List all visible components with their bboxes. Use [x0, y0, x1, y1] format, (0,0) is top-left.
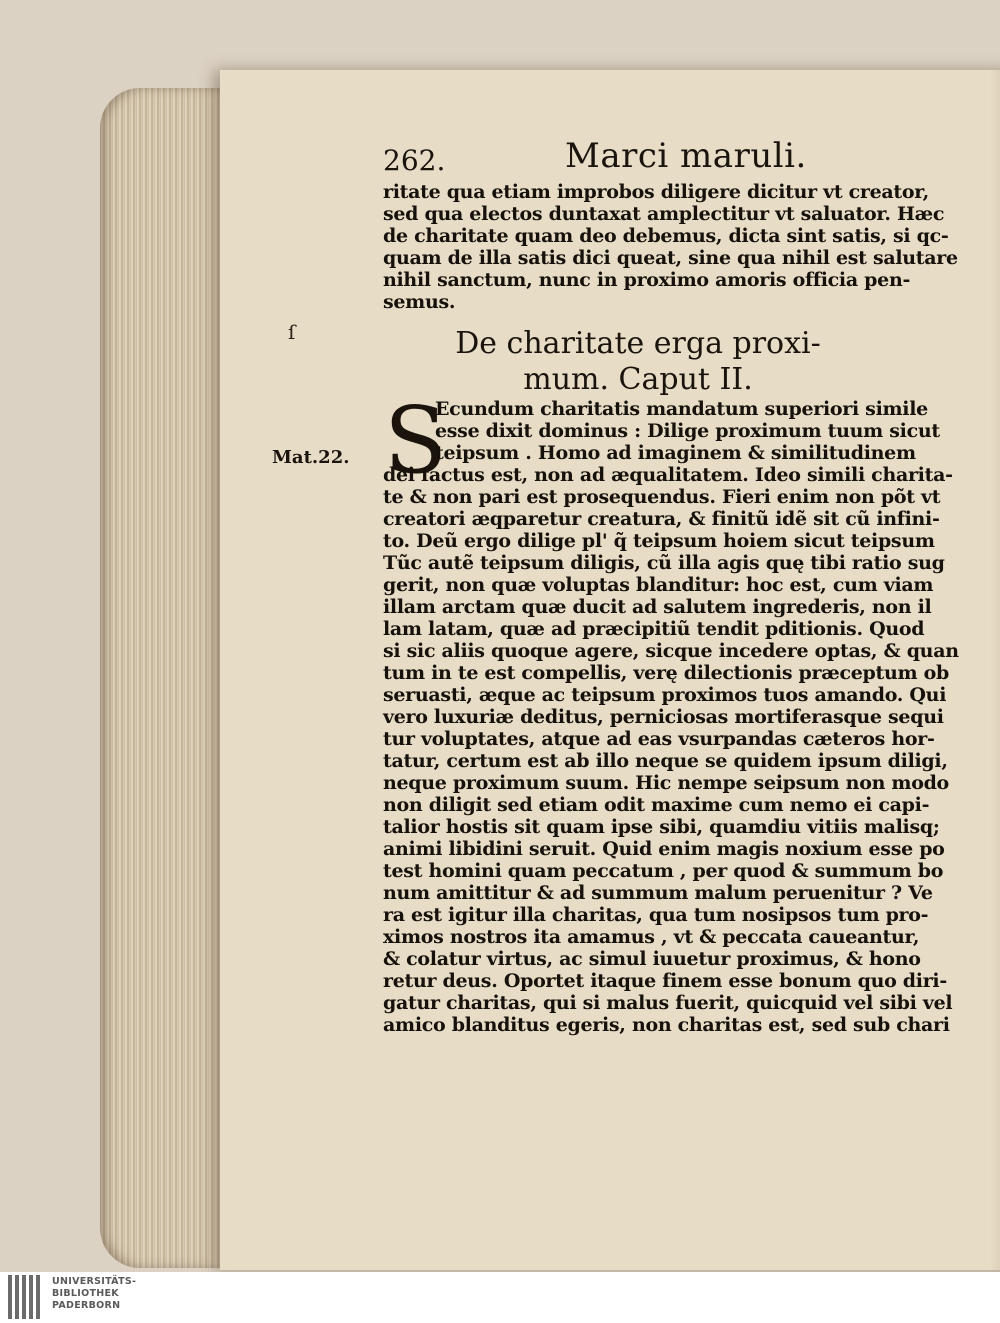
library-logo-icon [8, 1275, 43, 1319]
text-line: tatur, certum est ab illo neque se quidem ipsum diligi, [383, 750, 948, 772]
page-fore-edges [100, 88, 240, 1268]
marginal-mark-icon: ſ [288, 320, 296, 344]
running-title: Marci maruli. [565, 136, 807, 176]
logo-line: PADERBORN [52, 1300, 121, 1311]
text-line: seruasti, æque ac teipsum proximos tuos amando. Qui [383, 684, 947, 706]
drop-cap: S [384, 387, 448, 494]
text-line: dei factus est, non ad æqualitatem. Ideo simili charita- [383, 464, 953, 486]
text-line: creatori æqparetur creatura, & finitũ idẽ sit cũ infini- [383, 508, 940, 530]
text-line: Ecundum charitatis mandatum superiori simile [435, 398, 928, 420]
page-number: 262. [383, 144, 446, 177]
marginal-note: Mat.22. [272, 447, 350, 468]
text-line: num amittitur & ad summum malum peruenitur ? Ve [383, 882, 933, 904]
text-line: vero luxuriæ deditus, perniciosas mortiferasque sequi [383, 706, 944, 728]
text-line: quam de illa satis dici queat, sine qua nihil est salutare [383, 247, 958, 269]
page-gutter-shadow [990, 70, 1000, 1270]
text-line: nihil sanctum, nunc in proximo amoris officia pen- [383, 269, 911, 291]
text-line: teipsum . Homo ad imaginem & similitudinem [435, 442, 916, 464]
text-line: esse dixit dominus : Dilige proximum tuum sicut [435, 420, 940, 442]
text-line: Tũc autẽ teipsum diligis, cũ illa agis quę tibi ratio sug [383, 552, 945, 574]
library-footer [0, 1272, 1000, 1322]
text-line: de charitate quam deo debemus, dicta sint satis, si qc- [383, 225, 949, 247]
text-line: tum in te est compellis, verę dilectionis præceptum ob [383, 662, 949, 684]
text-line: test homini quam peccatum , per quod & summum bo [383, 860, 944, 882]
text-line: illam arctam quæ ducit ad salutem ingrederis, non il [383, 596, 932, 618]
text-line: gatur charitas, qui si malus fuerit, quicquid vel sibi vel [383, 992, 953, 1014]
chapter-heading-line: De charitate erga proxi- [455, 326, 821, 361]
text-top [383, 181, 958, 313]
text-line: animi libidini seruit. Quid enim magis noxium esse po [383, 838, 945, 860]
logo-line: UNIVERSITÄTS- [52, 1276, 137, 1287]
text-line: sed qua electos duntaxat amplectitur vt saluator. Hæc [383, 203, 945, 225]
text-line: te & non pari est prosequendus. Fieri enim non põt vt [383, 486, 941, 508]
text-line: lam latam, quæ ad præcipitiũ tendit pditionis. Quod [383, 618, 925, 640]
text-line: non diligit sed etiam odit maxime cum nemo ei capi- [383, 794, 930, 816]
library-logo-text [52, 1276, 136, 1312]
text-line: ximos nostros ita amamus , vt & peccata caueantur, [383, 926, 920, 948]
chapter-heading-line: mum. Caput II. [523, 362, 753, 397]
text-line: retur deus. Oportet itaque finem esse bonum quo diri- [383, 970, 947, 992]
text-line: neque proximum suum. Hic nempe seipsum non modo [383, 772, 949, 794]
text-body [383, 387, 959, 1036]
text-line: & colatur virtus, ac simul iuuetur proximus, & hono [383, 948, 921, 970]
text-line: ritate qua etiam improbos diligere dicitur vt creator, [383, 181, 929, 203]
text-line: amico blanditus egeris, non charitas est, sed sub chari [383, 1014, 950, 1036]
logo-line: BIBLIOTHEK [52, 1288, 119, 1299]
text-line: to. Deũ ergo dilige pl' q̃ teipsum hoiem sicut teipsum [383, 530, 935, 552]
text-line: si sic aliis quoque agere, sicque incedere optas, & quan [383, 640, 959, 662]
running-head [383, 136, 823, 180]
text-line: gerit, non quæ voluptas blanditur: hoc est, cum viam [383, 574, 934, 596]
chapter-heading [383, 326, 893, 398]
text-line: ra est igitur illa charitas, qua tum nosipsos tum pro- [383, 904, 929, 926]
text-line: tur voluptates, atque ad eas vsurpandas cæteros hor- [383, 728, 935, 750]
text-line: semus. [383, 291, 456, 313]
text-line: talior hostis sit quam ipse sibi, quamdiu vitiis malisq; [383, 816, 940, 838]
